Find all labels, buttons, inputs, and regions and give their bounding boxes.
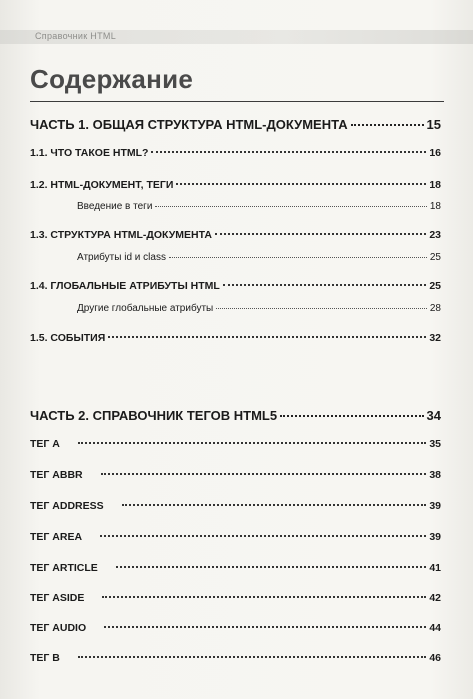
toc-section-label: 1.2. HTML-ДОКУМЕНТ, ТЕГИ [30, 179, 174, 191]
toc-tag-label: ТЕГ AREA [30, 531, 83, 543]
toc-tag-entry[interactable] [30, 531, 441, 543]
toc-page-number: 28 [429, 303, 441, 314]
toc-subsection[interactable] [77, 303, 441, 314]
toc-page-number: 18 [429, 179, 441, 191]
toc-tag-entry[interactable] [30, 469, 441, 481]
page-title: Содержание [30, 64, 194, 94]
leader-dots [176, 183, 426, 185]
toc-section-label: 1.3. СТРУКТУРА HTML-ДОКУМЕНТА [30, 229, 212, 241]
toc-section[interactable] [30, 280, 441, 292]
toc-page-number: 18 [429, 201, 441, 212]
toc-section[interactable] [30, 179, 441, 191]
toc-page-number: 46 [429, 652, 441, 664]
toc-subsection[interactable] [77, 252, 441, 263]
toc-page-number: 32 [429, 332, 441, 344]
toc-page-number: 16 [429, 147, 441, 159]
toc-subsection-label: Введение в теги [77, 201, 153, 212]
toc-tag-label: ТЕГ ARTICLE [30, 562, 98, 574]
toc-tag-label: ТЕГ ADDRESS [30, 500, 104, 512]
leader-dots [102, 596, 426, 598]
toc-page-number: 23 [429, 229, 441, 241]
leader-dots [78, 656, 426, 658]
toc-page-number: 39 [429, 531, 441, 543]
toc-part-label: ЧАСТЬ 2. СПРАВОЧНИК ТЕГОВ HTML5 [30, 408, 278, 423]
running-head: Справочник HTML [35, 31, 116, 41]
toc-section-label: 1.1. ЧТО ТАКОЕ HTML? [30, 147, 149, 159]
toc-section[interactable] [30, 229, 441, 241]
toc-page-number: 25 [429, 252, 441, 263]
toc-part-label: ЧАСТЬ 1. ОБЩАЯ СТРУКТУРА HTML-ДОКУМЕНТА [30, 117, 348, 132]
leader-dots [151, 151, 426, 153]
leader-dots [100, 535, 426, 537]
leader-dots [169, 257, 427, 258]
toc-tag-entry[interactable] [30, 592, 441, 604]
toc-tag-entry[interactable] [30, 438, 441, 450]
leader-dots [215, 233, 426, 235]
toc-page-number: 15 [426, 117, 441, 132]
toc-page-number: 39 [429, 500, 441, 512]
leader-dots [122, 504, 427, 506]
toc-section[interactable] [30, 332, 441, 344]
toc-page-number: 35 [429, 438, 441, 450]
toc-page-number: 34 [426, 408, 441, 423]
toc-section[interactable] [30, 147, 441, 159]
toc-tag-entry[interactable] [30, 562, 441, 574]
toc-tag-entry[interactable] [30, 622, 441, 634]
leader-dots [223, 284, 426, 286]
toc-part-1[interactable] [30, 117, 441, 132]
leader-dots [216, 308, 427, 309]
toc-page-number: 38 [429, 469, 441, 481]
toc-subsection-label: Другие глобальные атрибуты [77, 303, 214, 314]
leader-dots [351, 124, 424, 126]
toc-tag-label: ТЕГ ABBR [30, 469, 83, 481]
leader-dots [116, 566, 427, 568]
leader-dots [155, 206, 426, 207]
toc-subsection-label: Атрибуты id и class [77, 252, 166, 263]
toc-part-2[interactable] [30, 408, 441, 423]
toc-tag-label: ТЕГ AUDIO [30, 622, 87, 634]
leader-dots [104, 626, 426, 628]
toc-page-number: 41 [429, 562, 441, 574]
title-divider [30, 101, 444, 102]
leader-dots [108, 336, 426, 338]
toc-page-number: 44 [429, 622, 441, 634]
toc-tag-entry[interactable] [30, 652, 441, 664]
toc-tag-label: ТЕГ A [30, 438, 60, 450]
leader-dots [280, 415, 423, 417]
toc-page-number: 25 [429, 280, 441, 292]
toc-page-number: 42 [429, 592, 441, 604]
toc-section-label: 1.4. ГЛОБАЛЬНЫЕ АТРИБУТЫ HTML [30, 280, 220, 292]
leader-dots [78, 442, 426, 444]
toc-tag-label: ТЕГ B [30, 652, 60, 664]
toc-tag-label: ТЕГ ASIDE [30, 592, 85, 604]
toc-subsection[interactable] [77, 201, 441, 212]
toc-section-label: 1.5. СОБЫТИЯ [30, 332, 106, 344]
leader-dots [101, 473, 427, 475]
toc-tag-entry[interactable] [30, 500, 441, 512]
